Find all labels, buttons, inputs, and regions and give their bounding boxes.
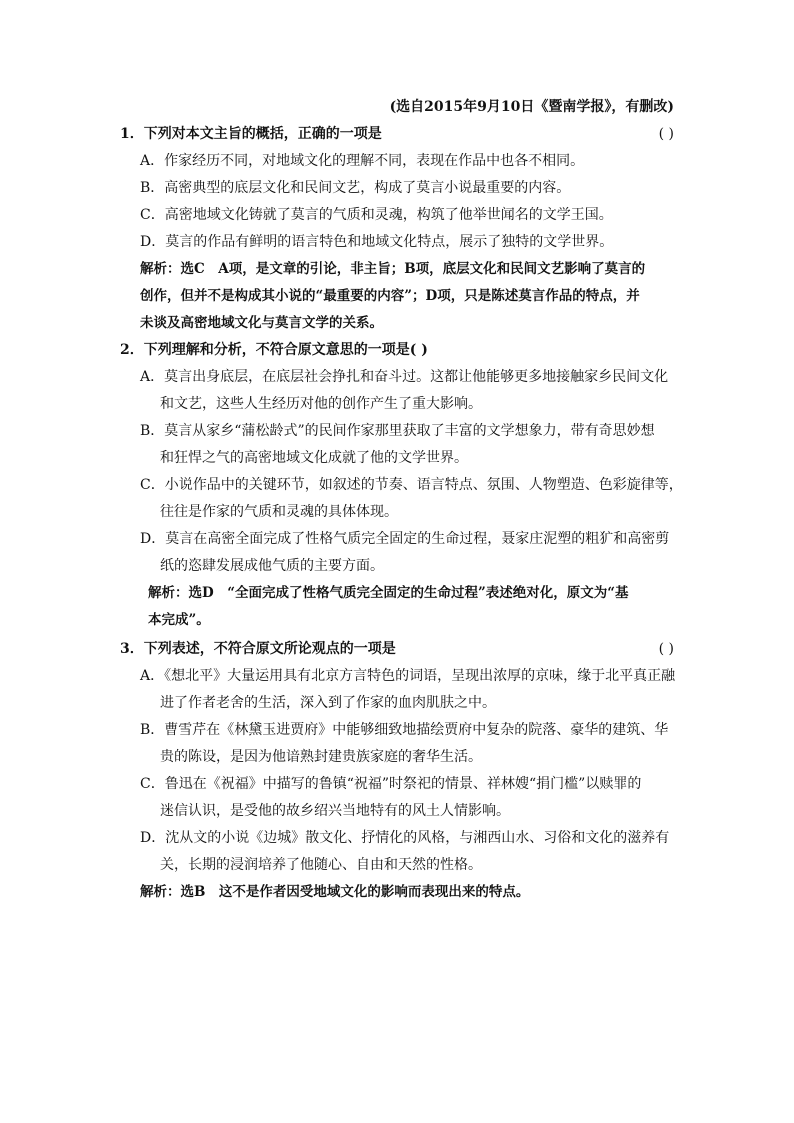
option-d: D．莫言在高密全面完成了性格气质完全固定的生命过程，聂家庄泥塑的粗犷和高密剪 纸的恣肆发展成他气质的主要方面。 — [140, 531, 670, 574]
question-stem — [120, 337, 674, 364]
analysis — [120, 580, 674, 634]
option-a: A．作家经历不同，对地域文化的理解不同，表现在作品中也各不相同。 — [140, 153, 585, 169]
option-c: C．高密地域文化铸就了莫言的气质和灵魂，构筑了他举世闻名的文学王国。 — [140, 207, 613, 223]
source-citation: (选自2015年9月10日《暨南学报》，有删改) — [389, 99, 674, 115]
question-stem-text: 2．下列理解和分析，不符合原文意思的一项是( ) — [120, 342, 428, 358]
question-stem — [120, 121, 674, 148]
question-stem-text: 3．下列表述，不符合原文所论观点的一项是 — [120, 641, 396, 657]
option-d: D．沈从文的小说《边城》散文化、抒情化的风格，与湘西山水、习俗和文化的滋养有 关，长期的浸润培养了他随心、自由和天然的性格。 — [140, 830, 670, 873]
analysis-line: 解析：选C A项，是文章的引论，非主旨；B项，底层文化和民间文艺影响了莫言的 — [140, 261, 646, 277]
analysis-line: 解析：选B 这不是作者因受地域文化的影响而表现出来的特点。 — [140, 884, 530, 900]
option-b: B．高密典型的底层文化和民间文艺，构成了莫言小说最重要的内容。 — [140, 180, 571, 196]
option-b: B．曹雪芹在《林黛玉进贾府》中能够细致地描绘贾府中复杂的院落、豪华的建筑、华 贵的陈设，是因为他谙熟封建贵族家庭的奢华生活。 — [140, 722, 669, 765]
analysis-line: 创作，但并不是构成其小说的“最重要的内容”；D项，只是陈述莫言作品的特点，并 — [140, 288, 640, 304]
analysis-line: 未谈及高密地域文化与莫言文学的关系。 — [140, 315, 383, 331]
option-c: C．鲁迅在《祝福》中描写的鲁镇“祝福”时祭祀的情景、祥林嫂“捐门槛”以赎罪的 迷信认识，是受他的故乡绍兴当地特有的风土人情影响。 — [140, 776, 642, 819]
option-b: B．莫言从家乡“蒲松龄式”的民间作家那里获取了丰富的文学想象力，带有奇思妙想 和狂悍之气的高密地域文化成就了他的文学世界。 — [140, 423, 655, 466]
option-d: D．莫言的作品有鲜明的语言特色和地域文化特点，展示了独特的文学世界。 — [140, 234, 614, 250]
analysis-line: 本完成”。 — [148, 612, 210, 628]
option-a: A．莫言出身底层，在底层社会挣扎和奋斗过。这都让他能够更多地接触家乡民间文化 和文艺，这些人生经历对他的创作产生了重大影响。 — [140, 369, 669, 412]
analysis — [120, 256, 674, 337]
answer-blank: ( ) — [658, 126, 674, 142]
analysis-line: 解析：选D “全面完成了性格气质完全固定的生命过程”表述绝对化，原文为“基 — [148, 585, 629, 601]
answer-blank: ( ) — [658, 641, 674, 657]
question-1 — [120, 121, 674, 337]
option-c: C．小说作品中的关键环节，如叙述的节奏、语言特点、氛围、人物塑造、色彩旋律等， 往往是作家的气质和灵魂的具体体现。 — [140, 477, 683, 520]
analysis — [120, 879, 674, 906]
question-stem-text: 1．下列对本文主旨的概括，正确的一项是 — [120, 126, 382, 142]
question-2 — [120, 337, 683, 634]
question-stem — [120, 636, 674, 663]
question-3 — [120, 636, 674, 906]
option-a: A．《想北平》大量运用具有北京方言特色的词语，呈现出浓厚的京味，缘于北平真正融 进了作者老舍的生活，深入到了作家的血肉肌肤之中。 — [140, 668, 676, 711]
